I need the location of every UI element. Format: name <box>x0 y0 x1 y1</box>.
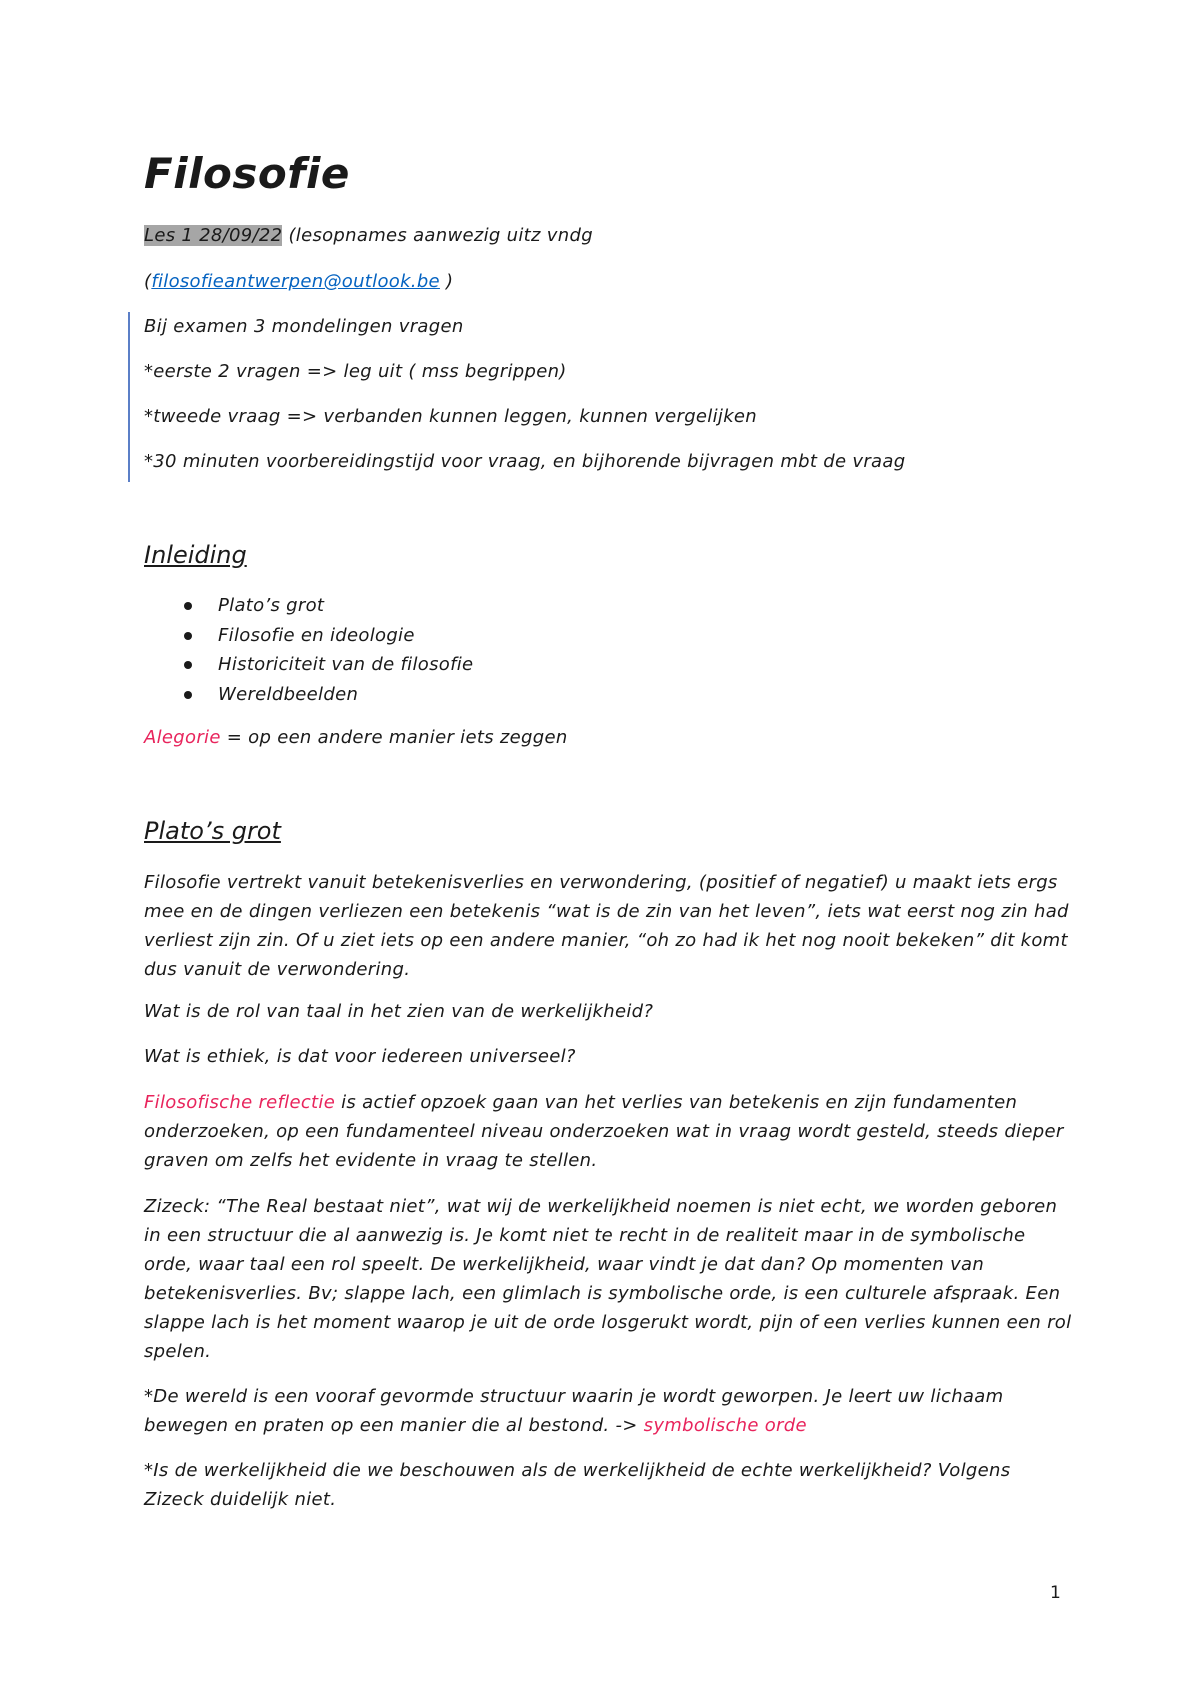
paragraph-wereld <box>144 1382 1074 1440</box>
bullet-icon <box>184 632 192 640</box>
bullet-icon <box>184 661 192 669</box>
inleiding-list <box>144 594 473 712</box>
lesson-date-highlight: Les 1 28/09/22 <box>144 225 283 246</box>
exam-note-3: *30 minuten voorbereidingstijd voor vraag, en bijhorende bijvragen mbt de vraag <box>144 451 906 472</box>
wereld-text: *De wereld is een vooraf gevormde structuur waarin je wordt geworpen. Je leert uw lichaam bewegen en praten op een manier die al bestond. -> <box>144 1386 1004 1436</box>
alegorie-definition <box>144 726 568 750</box>
page-number: 1 <box>1050 1583 1061 1603</box>
reflectie-text: is actief opzoek gaan van het verlies van betekenis en zijn fundamenten onderzoeken, op een fundamenteel niveau onderzoeken wat in vraag wordt gesteld, steeds dieper graven om zelfs het evidente in vraag te stellen. <box>144 1092 1064 1171</box>
heading-inleiding: Inleiding <box>144 541 247 569</box>
bullet-icon <box>184 691 192 699</box>
exam-note-1: *eerste 2 vragen => leg uit ( mss begrippen) <box>144 361 567 382</box>
paragraph-zizeck: Zizeck: “The Real bestaat niet”, wat wij de werkelijkheid noemen is niet echt, we worden geboren in een structuur die al aanwezig is. Je komt niet te recht in de realiteit maar in de symbolische orde, waar taal een rol speelt. De werkelijkheid, waar vindt je dat dan? Op momenten van betekenisverlies. Bv; slappe lach, een glimlach is symbolische orde, is een culturele afspraak. Een slappe lach is het moment waarop je uit de orde losgerukt wordt, pijn of een verlies kunnen een rol spelen. <box>144 1196 1072 1362</box>
paragraph-werkelijkheid: *Is de werkelijkheid die we beschouwen als de werkelijkheid de echte werkelijkheid? Volgens Zizeck duidelijk niet. <box>144 1460 1011 1510</box>
list-item-label: Historiciteit van de filosofie <box>218 654 474 675</box>
list-item <box>144 624 473 654</box>
exam-line: Bij examen 3 mondelingen vragen <box>144 316 464 337</box>
email-open-paren: ( <box>144 271 152 292</box>
alegorie-text: = op een andere manier iets zeggen <box>220 727 568 748</box>
list-item-label: Filosofie en ideologie <box>218 624 415 646</box>
list-item-label: Plato’s grot <box>218 595 325 616</box>
alegorie-term: Alegorie <box>144 727 221 748</box>
list-item <box>144 683 473 713</box>
email-link[interactable]: filosofieantwerpen@outlook.be <box>151 271 440 292</box>
list-item <box>144 653 473 683</box>
email-close-paren: ) <box>439 271 454 292</box>
list-item <box>144 594 473 624</box>
exam-note-2: *tweede vraag => verbanden kunnen leggen, kunnen vergelijken <box>144 406 758 427</box>
paragraph-reflectie <box>144 1088 1074 1175</box>
question-ethiek: Wat is ethiek, is dat voor iedereen universeel? <box>144 1046 576 1067</box>
paragraph-betekenisverlies: Filosofie vertrekt vanuit betekenisverlies en verwondering, (positief of negatief) u maakt iets ergs mee en de dingen verliezen een betekenis “wat is de zin van het leven”, iets wat eerst nog zin had verliest zijn zin. Of u ziet iets op een andere manier, “oh zo had ik het nog nooit bekeken” dit komt dus vanuit de verwondering. <box>144 872 1069 980</box>
lesson-line <box>144 224 593 248</box>
document-title: Filosofie <box>144 149 350 198</box>
email-line <box>144 270 453 294</box>
list-item-label: Wereldbeelden <box>218 683 359 705</box>
question-taal: Wat is de rol van taal in het zien van de werkelijkheid? <box>144 1001 654 1022</box>
reflectie-term: Filosofische reflectie <box>144 1092 336 1113</box>
revision-bar <box>128 312 130 482</box>
heading-platos-grot: Plato’s grot <box>144 817 281 845</box>
bullet-icon <box>184 602 192 610</box>
symbolische-orde-term: symbolische orde <box>643 1415 807 1436</box>
lesson-note: (lesopnames aanwezig uitz vndg <box>282 225 593 246</box>
